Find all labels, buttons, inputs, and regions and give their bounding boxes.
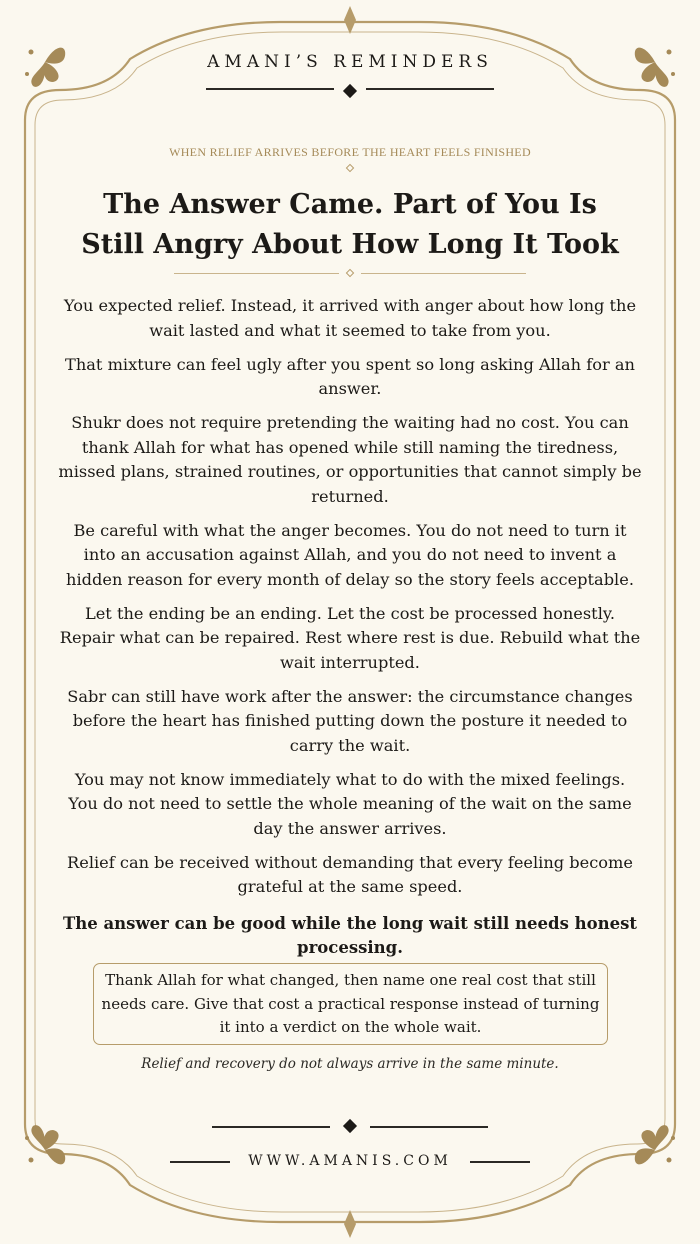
body-paragraph: Let the ending be an ending. Let the cost be processed honestly. Repair what can be repaired. Rest where rest is due. Rebuild what the wait interrupted.: [59, 603, 641, 672]
website-url: WWW.AMANIS.COM: [248, 1153, 452, 1169]
title-rule-right: [361, 273, 526, 274]
url-rule-right: [470, 1161, 530, 1163]
header-rule-right: [366, 88, 494, 90]
action-callout: Thank Allah for what changed, then name one real cost that still needs care. Give that cost a practical response instead of turning it into a verdict on the whole wait.: [93, 963, 608, 1045]
title-rule-left: [174, 273, 339, 274]
brand-title: AMANI’S REMINDERS: [207, 52, 493, 72]
body-paragraph: You expected relief. Instead, it arrived with anger about how long the wait lasted and what it seemed to take from you.: [63, 296, 637, 340]
body-paragraph: You may not know immediately what to do with the mixed feelings. You do not need to settle the whole meaning of the wait on the same day the answer arrives.: [68, 769, 632, 838]
emphasis-statement: The answer can be good while the long wait still needs honest processing.: [62, 913, 638, 957]
article-body: [58, 294, 642, 974]
body-paragraph: Shukr does not require pretending the waiting had no cost. You can thank Allah for what has opened while still naming the tiredness, missed plans, strained routines, or opportunities that cannot simply be returned.: [58, 413, 642, 506]
footer-rule-right: [370, 1126, 488, 1128]
body-paragraph: Be careful with what the anger becomes. You do not need to turn it into an accusation against Allah, and you do not need to invent a hidden reason for every month of delay so the story feels acceptable.: [66, 520, 634, 589]
closing-line: Relief and recovery do not always arrive in the same minute.: [141, 1056, 559, 1072]
footer-rule-left: [212, 1126, 330, 1128]
article-kicker: WHEN RELIEF ARRIVES BEFORE THE HEART FEELS FINISHED: [169, 145, 531, 159]
title-line: Still Angry About How Long It Took: [81, 229, 619, 260]
body-paragraph: That mixture can feel ugly after you spent so long asking Allah for an answer.: [65, 354, 635, 398]
header-rule-left: [206, 88, 334, 90]
title-line: The Answer Came. Part of You Is: [103, 189, 597, 220]
article-title: [40, 185, 660, 265]
body-paragraph: Sabr can still have work after the answer: the circumstance changes before the heart has finished putting down the posture it needed to carry the wait.: [67, 686, 633, 755]
body-paragraph: Relief can be received without demanding that every feeling become grateful at the same speed.: [67, 852, 633, 896]
